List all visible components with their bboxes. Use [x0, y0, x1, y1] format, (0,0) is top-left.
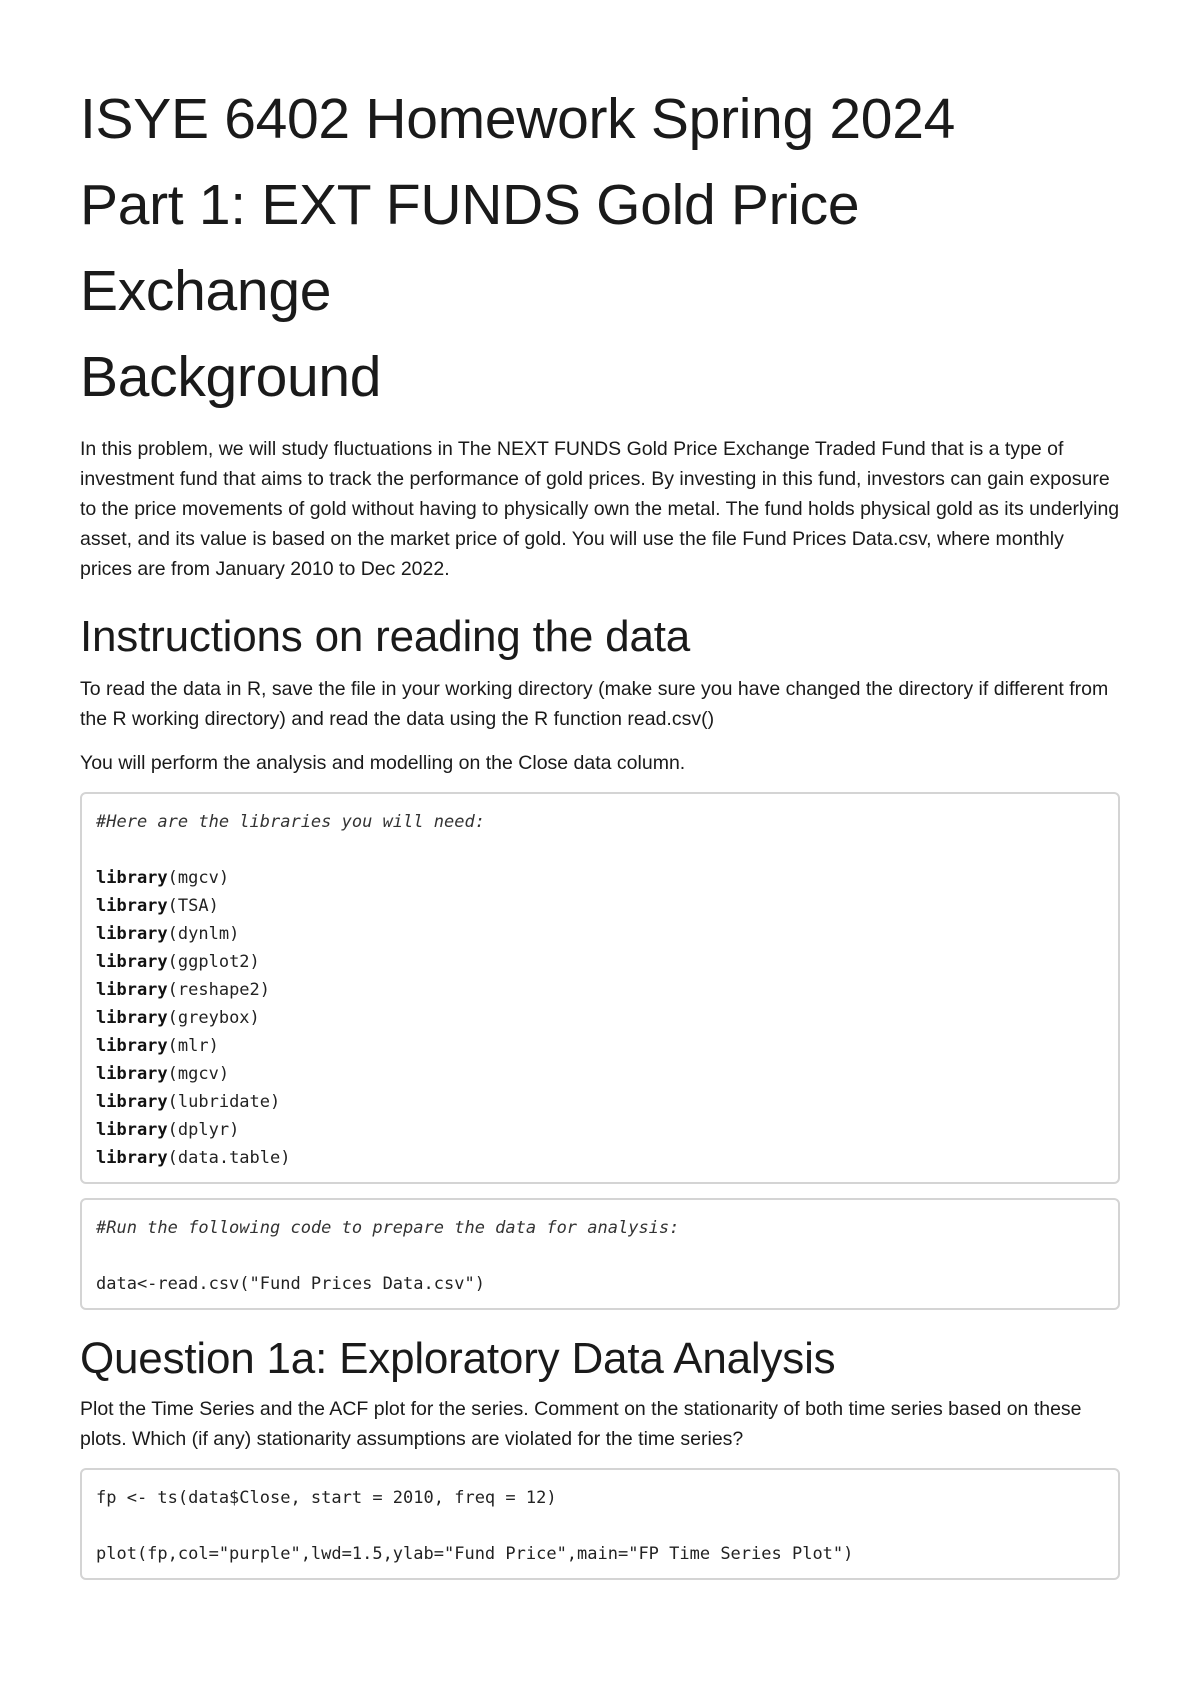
library-package: (reshape2): [167, 980, 271, 1000]
library-package: (dynlm): [167, 924, 240, 944]
library-keyword: library: [96, 1064, 168, 1084]
library-package: (greybox): [167, 1008, 260, 1028]
instructions-paragraph-perform: You will perform the analysis and modelling on the Close data column.: [80, 752, 686, 774]
library-keyword: library: [96, 1148, 168, 1168]
code-line-plot: plot(fp,col="purple",lwd=1.5,ylab="Fund Price",main="FP Time Series Plot"): [96, 1544, 854, 1564]
library-package: (mgcv): [167, 868, 230, 888]
library-package: (lubridate): [167, 1092, 281, 1112]
code-line-library: [96, 1032, 1104, 1060]
code-line-library: [96, 864, 1104, 892]
code-line-library: [96, 920, 1104, 948]
library-keyword: library: [96, 896, 168, 916]
prepare-code-block: [80, 1198, 1120, 1310]
library-keyword: library: [96, 924, 168, 944]
library-keyword: library: [96, 1008, 168, 1028]
library-keyword: library: [96, 868, 168, 888]
library-package: (dplyr): [167, 1120, 240, 1140]
code-blank-line: [96, 1242, 1104, 1270]
part-title: Part 1: EXT FUNDS Gold Price Exchange: [80, 173, 860, 323]
code-line-library: [96, 1144, 1104, 1172]
library-package: (TSA): [167, 896, 219, 916]
instructions-paragraph-read: To read the data in R, save the file in your working directory (make sure you have changed the directory if different from the R working directory) and read the data using the R function read.csv(): [80, 678, 1109, 730]
code-blank-line: [96, 1512, 1104, 1540]
question-1a-code-block: [80, 1468, 1120, 1580]
code-line-read-csv: data<-read.csv("Fund Prices Data.csv"): [96, 1274, 485, 1294]
library-keyword: library: [96, 1036, 168, 1056]
instructions-heading: Instructions on reading the data: [80, 612, 691, 661]
code-line-library: [96, 1004, 1104, 1032]
libraries-code-block: [80, 792, 1120, 1184]
code-line-library: [96, 892, 1104, 920]
library-lines: [96, 864, 1104, 1172]
document-page: [80, 76, 1120, 1594]
code-line-library: [96, 948, 1104, 976]
code-line-ts: fp <- ts(data$Close, start = 2010, freq = 12): [96, 1488, 557, 1508]
library-package: (mgcv): [167, 1064, 230, 1084]
library-keyword: library: [96, 980, 168, 1000]
background-paragraph: In this problem, we will study fluctuations in The NEXT FUNDS Gold Price Exchange Traded Fund that is a type of investment fund that aims to track the performance of gold prices. By investing in this fund, investors can gain exposure to the price movements of gold without having to physically own the metal. The fund holds physical gold as its underlying asset, and its value is based on the market price of gold. You will use the file Fund Prices Data.csv, where monthly prices are from January 2010 to Dec 2022.: [80, 438, 1120, 580]
question-1a-paragraph: Plot the Time Series and the ACF plot for the series. Comment on the stationarity of both time series based on these plots. Which (if any) stationarity assumptions are violated for the time series?: [80, 1398, 1082, 1450]
question-1a-heading: Question 1a: Exploratory Data Analysis: [80, 1334, 836, 1383]
background-heading: Background: [80, 345, 382, 409]
library-keyword: library: [96, 952, 168, 972]
library-keyword: library: [96, 1092, 168, 1112]
library-package: (data.table): [167, 1148, 291, 1168]
library-package: (ggplot2): [167, 952, 260, 972]
code-line-library: [96, 1116, 1104, 1144]
code-comment: #Here are the libraries you will need:: [96, 812, 485, 832]
code-line-library: [96, 976, 1104, 1004]
code-line-library: [96, 1060, 1104, 1088]
library-package: (mlr): [167, 1036, 219, 1056]
code-comment: #Run the following code to prepare the data for analysis:: [96, 1218, 680, 1238]
library-keyword: library: [96, 1120, 168, 1140]
code-line-library: [96, 1088, 1104, 1116]
code-blank-line: [96, 836, 1104, 864]
document-title: ISYE 6402 Homework Spring 2024: [80, 87, 956, 151]
